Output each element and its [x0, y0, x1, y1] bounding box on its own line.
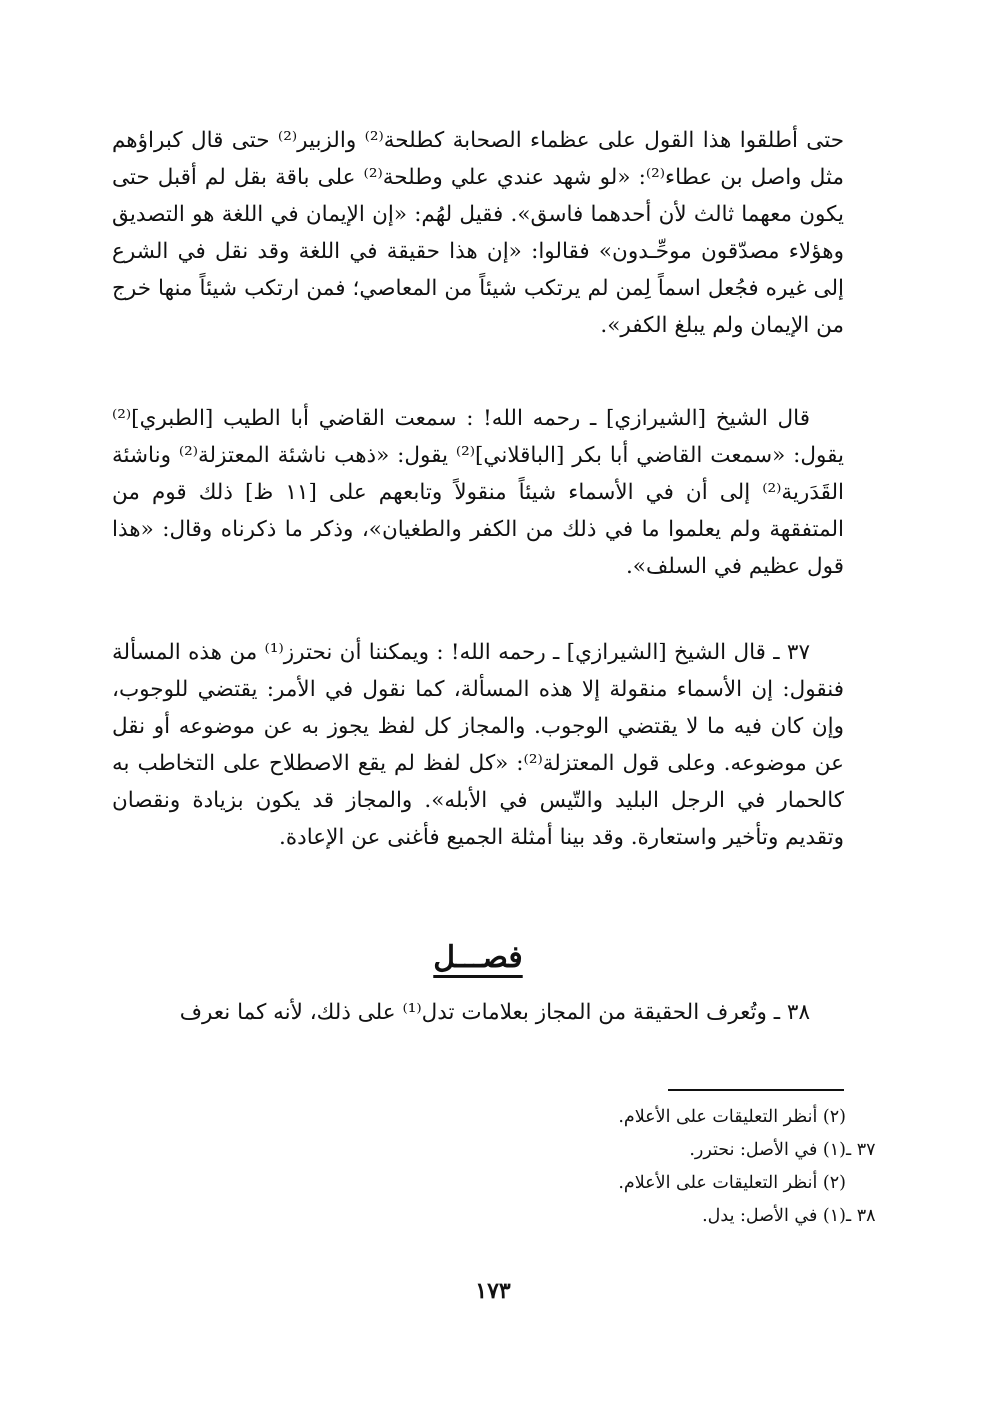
footnote-text: (١) في الأصل: نحترر. [689, 1140, 846, 1160]
footnote-text: (١) في الأصل: يدل. [702, 1206, 846, 1226]
footnote-text: (٢) أنظر التعليقات على الأعلام. [618, 1173, 846, 1193]
footnote-text: (٢) أنظر التعليقات على الأعلام. [618, 1107, 846, 1127]
footnote [426, 1167, 926, 1200]
footnote-item-number: ٣٧ ـ [846, 1140, 876, 1160]
footnote [426, 1101, 926, 1134]
paragraph-1: حتى أطلقوا هذا القول على عظماء الصحابة كطلحة⁽²⁾ والزبير⁽²⁾ حتى قال كبراؤهم مثل واصل بن عطاء⁽²⁾: «لو شهد عندي علي وطلحة⁽²⁾ على باقة بقل لم أقبل حتى يكون معهما ثالث لأن أحدهما فاسق». فقيل لهُم: «إن الإيمان في اللغة هو التصديق وهؤلاء مصدّقون موحِّـدون» فقالوا: «إن هذا حقيقة في اللغة وقد نقل في الشرع إلى غيره فجُعل اسماً لِمن لم يرتكب شيئاً من المعاصي؛ فمن ارتكب شيئاً منها خرج من الإيمان ولم يبلغ الكفر». [112, 128, 844, 338]
footnote [426, 1200, 926, 1233]
footnote-divider [668, 1089, 844, 1091]
paragraph-2: قال الشيخ [الشيرازي] ـ رحمه الله! : سمعت القاضي أبا الطيب [الطبري]⁽²⁾ يقول: «سمعت القاضي أبا بكر [الباقلاني]⁽²⁾ يقول: «ذهب ناشئة المعتزلة⁽²⁾ وناشئة القَدَرية⁽²⁾ إلى أن في الأسماء شيئاً منقولاً وتابعهم على [١١ ظ] ذلك قوم من المتفقهة ولم يعلموا ما في ذلك من الكفر والطغيان»، وذكر ما ذكرناه وقال: «هذا قول عظيم في السلف». [112, 406, 845, 579]
footnote-item-number: ٣٨ ـ [846, 1206, 876, 1226]
footnote [426, 1134, 926, 1167]
page-number: ١٧٣ [475, 1278, 511, 1304]
footnotes [426, 1101, 926, 1233]
paragraph-3-item-37: ٣٧ ـ قال الشيخ [الشيرازي] ـ رحمه الله! : ويمكننا أن نحترز⁽¹⁾ من هذه المسألة فنقول: إن الأسماء منقولة إلا هذه المسألة، كما نقول في الأمر: يقتضي للوجوب، وإن كان فيه ما لا يقتضي الوجوب. والمجاز كل لفظ يجوز به عن موضوعه أو نقل عن موضوعه. وعلى قول المعتزلة⁽²⁾: «كل لفظ لم يقع الاصطلاح على التخاطب به كالحمار في الرجل البليد والتّيس في الأبله». والمجاز قد يكون بزيادة ونقصان وتقديم وتأخير واستعارة. وقد بينا أمثلة الجميع فأغنى عن الإعادة. [112, 640, 844, 850]
paragraph-4-item-38: ٣٨ ـ وتُعرف الحقيقة من المجاز بعلامات تدل⁽¹⁾ على ذلك، لأنه كما نعرف [179, 1000, 810, 1025]
section-heading: فصـــل [433, 940, 523, 975]
